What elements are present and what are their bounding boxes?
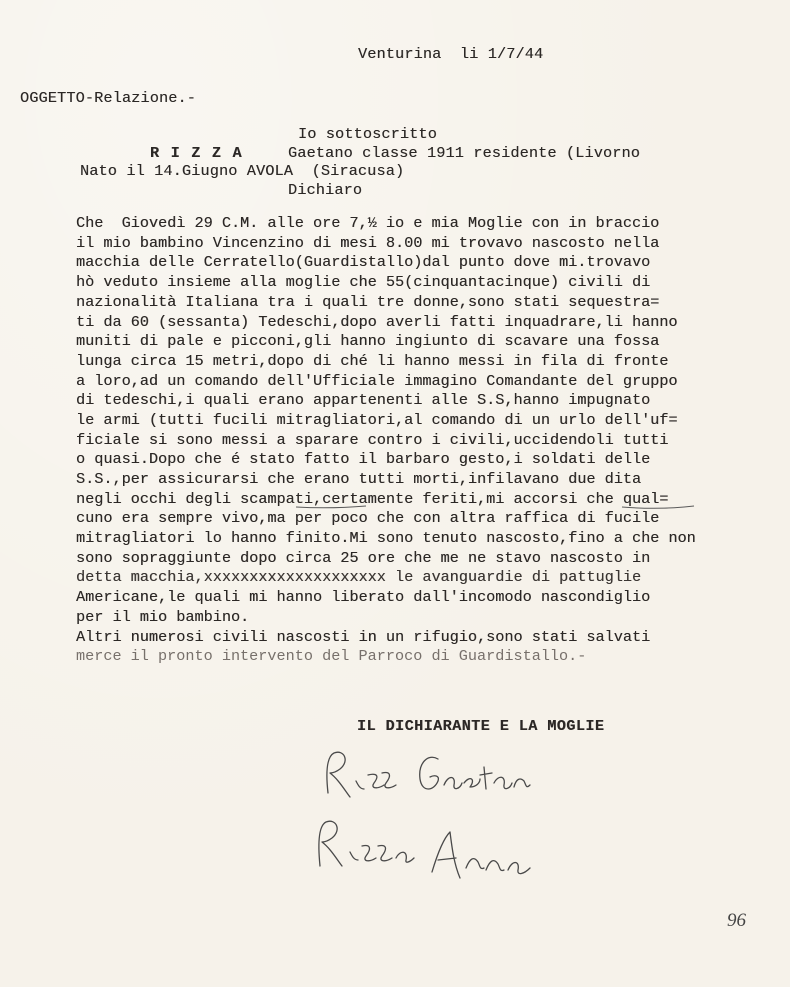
body-line-18: sono sopraggiunte dopo circa 25 ore che me ne stavo nascosto in: [76, 549, 651, 567]
body-line-10: di tedeschi,i quali erano appartenenti alle S.S,hanno impugnato: [76, 391, 651, 409]
body-line-11: le armi (tutti fucili mitragliatori,al comando di un urlo dell'uf=: [76, 411, 678, 429]
signature-label: IL DICHIARANTE E LA MOGLIE: [357, 717, 605, 735]
body-line-17: mitragliatori lo hanno finito.Mi sono tenuto nascosto,fino a che non: [76, 529, 696, 547]
body-line-8: lunga circa 15 metri,dopo di ché li hanno messi in fila di fronte: [76, 352, 669, 370]
body-line-6: ti da 60 (sessanta) Tedeschi,dopo averli fatti inquadrare,li hanno: [76, 313, 678, 331]
intro-line-1: Io sottoscritto: [298, 125, 437, 143]
body-line-9: a loro,ad un comando dell'Ufficiale immagino Comandante del gruppo: [76, 372, 678, 390]
body-line-5: nazionalità Italiana tra i quali tre donne,sono stati sequestra=: [76, 293, 660, 311]
intro-line-4: Dichiaro: [288, 181, 363, 199]
page-number: 96: [727, 910, 746, 931]
body-line-12: ficiale si sono messi a sparare contro i civili,uccidendoli tutti: [76, 431, 669, 449]
closing-line-1: Altri numerosi civili nascosti in un rifugio,sono stati salvati: [76, 628, 651, 646]
body-line-4: hò veduto insieme alla moglie che 55(cinquantacinque) civili di: [76, 273, 651, 291]
place-date: Venturina li 1/7/44: [358, 45, 544, 63]
body-line-20: Americane,le quali mi hanno liberato dall'incomodo nascondiglio: [76, 588, 651, 606]
body-line-3: macchia delle Cerratello(Guardistallo)dal punto dove mi.trovavo: [76, 253, 651, 271]
body-line-16: cuno era sempre vivo,ma per poco che con altra raffica di fucile: [76, 509, 660, 527]
body-line-21: per il mio bambino.: [76, 608, 250, 626]
closing-line-2: merce il pronto intervento del Parroco di Guardistallo.-: [76, 647, 587, 665]
signature-1-handwritten: [320, 745, 540, 815]
body-line-15: negli occhi degli scampati,certamente feriti,mi accorsi che qual=: [76, 490, 669, 508]
intro-line-2: Gaetano classe 1911 residente (Livorno: [288, 144, 641, 162]
body-line-13: o quasi.Dopo che é stato fatto il barbaro gesto,i soldati delle: [76, 450, 651, 468]
body-line-19: detta macchia,xxxxxxxxxxxxxxxxxxxx le avanguardie di pattuglie: [76, 568, 642, 586]
subject-line: OGGETTO-Relazione.-: [20, 89, 197, 107]
body-line-1: Che Giovedì 29 C.M. alle ore 7,½ io e mia Moglie con in braccio: [76, 214, 660, 232]
body-line-7: muniti di pale e picconi,gli hanno ingiunto di scavare una fossa: [76, 332, 660, 350]
signature-2-handwritten: [310, 808, 550, 898]
body-line-14: S.S.,per assicurarsi che erano tutti morti,infilavano due dita: [76, 470, 642, 488]
intro-line-3: Nato il 14.Giugno AVOLA (Siracusa): [80, 162, 405, 180]
intro-surname: R I Z Z A: [150, 144, 243, 162]
body-line-2: il mio bambino Vincenzino di mesi 8.00 mi trovavo nascosto nella: [76, 234, 660, 252]
